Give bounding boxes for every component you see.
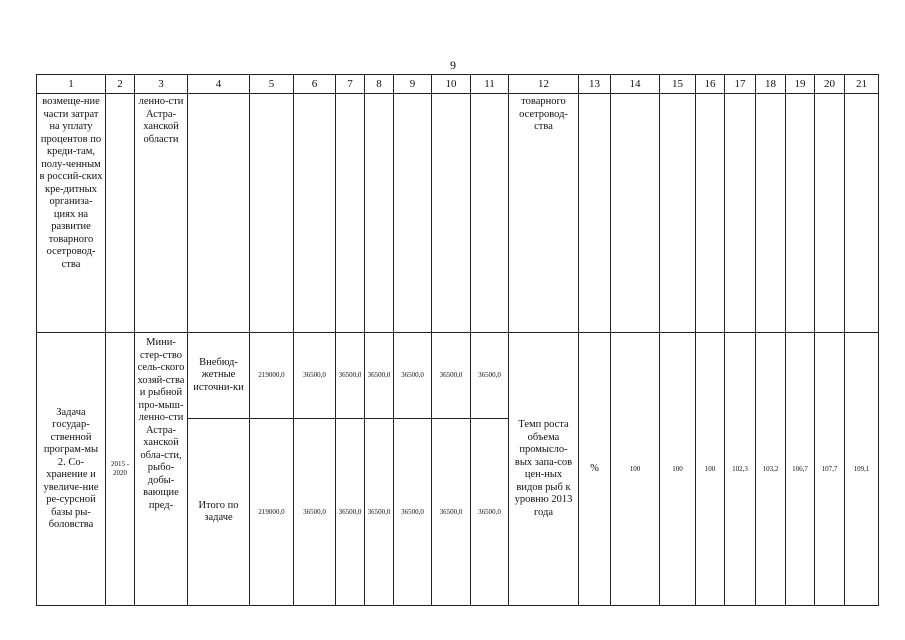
funding-value: 36500,0	[336, 333, 365, 419]
column-number: 15	[660, 75, 696, 94]
column-number: 8	[365, 75, 394, 94]
column-number: 20	[815, 75, 845, 94]
empty-cell	[579, 94, 611, 333]
executor-text: Мини-стер-ство сель-ского хозяй-ства и рыбной про-мыш-ленно-сти Астра-ханской обла-сти, рыбо-добы-вающие пред-	[137, 337, 185, 511]
table-row	[37, 333, 879, 419]
column-number: 4	[188, 75, 250, 94]
funding-value: 219000,0	[250, 419, 294, 606]
empty-cell	[106, 94, 135, 333]
column-number: 11	[471, 75, 509, 94]
empty-cell	[660, 94, 696, 333]
column-number: 19	[786, 75, 815, 94]
column-number: 5	[250, 75, 294, 94]
funding-value: 36500,0	[394, 333, 432, 419]
column-number: 16	[696, 75, 725, 94]
funding-value: 36500,0	[394, 419, 432, 606]
task-name-cell	[37, 333, 106, 606]
indicator-text: товарного осетровод-ства	[519, 96, 568, 132]
column-number-row	[37, 75, 879, 94]
empty-cell	[786, 94, 815, 333]
funding-source: Внебюд-жетные источни-ки	[193, 356, 244, 393]
indicator-cell	[509, 333, 579, 606]
indicator-value: 103,2	[756, 333, 786, 606]
task-name: Задача государ-ственной програм-мы 2. Со-хранение и увеличе-ние ре-сурсной базы ры-боловства	[43, 406, 99, 530]
indicator-value: 100	[696, 333, 725, 606]
empty-cell	[336, 94, 365, 333]
unit-cell: %	[579, 333, 611, 606]
indicator-text: Темп роста объема промысло-вых запа-сов цен-ных видов рыб к уровню 2013 года	[514, 419, 573, 518]
funding-value: 36500,0	[365, 419, 394, 606]
empty-cell	[815, 94, 845, 333]
empty-cell	[756, 94, 786, 333]
column-number: 9	[394, 75, 432, 94]
empty-cell	[471, 94, 509, 333]
empty-cell	[432, 94, 471, 333]
funding-value: 36500,0	[365, 333, 394, 419]
table-row	[37, 94, 879, 333]
funding-source: Итого по задаче	[198, 499, 239, 523]
funding-source-cell	[188, 419, 250, 606]
empty-cell	[294, 94, 336, 333]
executor-text: ленно-сти Астра-ханской области	[138, 96, 184, 145]
page-number: 9	[450, 58, 456, 72]
indicator-cell	[509, 94, 579, 333]
indicator-value: 107,7	[815, 333, 845, 606]
measure-description-cell	[37, 94, 106, 333]
empty-cell	[250, 94, 294, 333]
empty-cell	[611, 94, 660, 333]
indicator-value: 100	[611, 333, 660, 606]
column-number: 6	[294, 75, 336, 94]
column-number: 14	[611, 75, 660, 94]
column-number: 1	[37, 75, 106, 94]
indicator-value: 106,7	[786, 333, 815, 606]
indicator-value: 100	[660, 333, 696, 606]
column-number: 21	[845, 75, 879, 94]
funding-value: 36500,0	[294, 419, 336, 606]
empty-cell	[725, 94, 756, 333]
program-table	[36, 74, 879, 606]
funding-value: 36500,0	[432, 419, 471, 606]
indicator-value: 102,3	[725, 333, 756, 606]
column-number: 12	[509, 75, 579, 94]
funding-value: 36500,0	[471, 419, 509, 606]
empty-cell	[696, 94, 725, 333]
column-number: 10	[432, 75, 471, 94]
empty-cell	[394, 94, 432, 333]
period-text: 2015 - 2020	[110, 460, 130, 477]
funding-value: 219000,0	[250, 333, 294, 419]
column-number: 18	[756, 75, 786, 94]
column-number: 3	[135, 75, 188, 94]
executor-cell	[135, 333, 188, 606]
indicator-value: 109,1	[845, 333, 879, 606]
empty-cell	[188, 94, 250, 333]
column-number: 7	[336, 75, 365, 94]
measure-description: возмеще-ние части затрат на уплату процентов по креди-там, полу-ченным в россий-ских кре-дитных организа-циях на развитие товарного осетровод-ства	[39, 96, 103, 270]
funding-value: 36500,0	[471, 333, 509, 419]
column-number: 2	[106, 75, 135, 94]
period-cell	[106, 333, 135, 606]
empty-cell	[845, 94, 879, 333]
funding-value: 36500,0	[432, 333, 471, 419]
column-number: 13	[579, 75, 611, 94]
funding-source-cell	[188, 333, 250, 419]
column-number: 17	[725, 75, 756, 94]
executor-cell	[135, 94, 188, 333]
empty-cell	[365, 94, 394, 333]
funding-value: 36500,0	[336, 419, 365, 606]
funding-value: 36500,0	[294, 333, 336, 419]
